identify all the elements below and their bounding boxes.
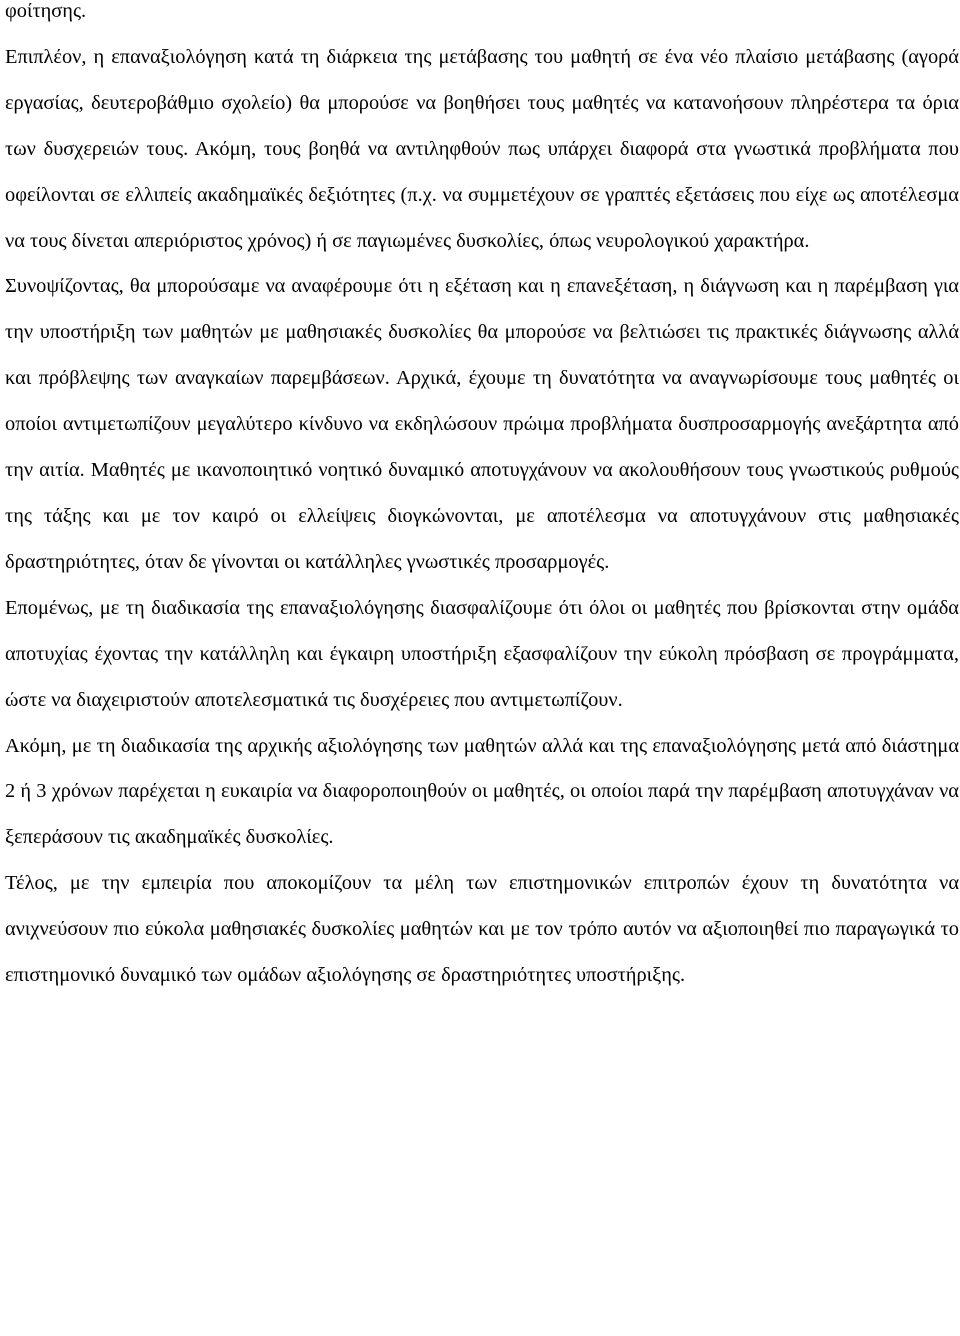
paragraph-consequently: Επομένως, με τη διαδικασία της επαναξιολόγησης διασφαλίζουμε ότι όλοι οι μαθητές που βρίσκονται στην ομάδα αποτυχίας έχοντας την κατάλληλη και έγκαιρη υποστήριξη εξασφαλίζουν την εύκολη πρόσβαση σε προγράμματα, ώστε να διαχειριστούν αποτελεσματικά τις δυσχέρειες που αντιμετωπίζουν. <box>5 596 959 711</box>
paragraph-fragment: φοίτησης. <box>5 0 87 22</box>
paragraph-initial-assessment: Ακόμη, με τη διαδικασία της αρχικής αξιολόγησης των μαθητών αλλά και της επαναξιολόγησης μετά από διάστημα 2 ή 3 χρόνων παρέχεται η ευκαιρία να διαφοροποιηθούν οι μαθητές, οι οποίοι παρά την παρέμβαση αποτυγχάναν να ξεπεράσουν τις ακαδημαϊκές δυσκολίες. <box>5 734 959 849</box>
document-page <box>5 0 959 999</box>
paragraph-summary: Συνοψίζοντας, θα μπορούσαμε να αναφέρουμε ότι η εξέταση και η επανεξέταση, η διάγνωση και η παρέμβαση για την υποστήριξη των μαθητών με μαθησιακές δυσκολίες θα μπορούσε να βελτιώσει τις πρακτικές διάγνωσης αλλά και πρόβλεψης των αναγκαίων παρεμβάσεων. Αρχικά, έχουμε τη δυνατότητα να αναγνωρίσουμε τους μαθητές οι οποίοι αντιμετωπίζουν μεγαλύτερο κίνδυνο να εκδηλώσουν πρώιμα προβλήματα δυσπροσαρμογής ανεξάρτητα από την αιτία. Μαθητές με ικανοποιητικό νοητικό δυναμικό αποτυγχάνουν να ακολουθήσουν τους γνωστικούς ρυθμούς της τάξης και με τον καιρό οι ελλείψεις διογκώνονται, με αποτέλεσμα να αποτυγχάνουν στις μαθησιακές δραστηριότητες, όταν δε γίνονται οι κατάλληλες γνωστικές προσαρμογές. <box>5 275 959 573</box>
paragraph-conclusion: Τέλος, με την εμπειρία που αποκομίζουν τα μέλη των επιστημονικών επιτροπών έχουν τη δυνατότητα να ανιχνεύσουν πιο εύκολα μαθησιακές δυσκολίες μαθητών και με τον τρόπο αυτόν να αξιοποιηθεί πιο παραγωγικά το επιστημονικό δυναμικό των ομάδων αξιολόγησης σε δραστηριότητες υποστήριξης. <box>5 872 959 987</box>
paragraph-reassessment-transition: Επιπλέον, η επαναξιολόγηση κατά τη διάρκεια της μετάβασης του μαθητή σε ένα νέο πλαίσιο μετάβασης (αγορά εργασίας, δευτεροβάθμιο σχολείο) θα μπορούσε να βοηθήσει τους μαθητές να κατανοήσουν πληρέστερα τα όρια των δυσχερειών τους. Ακόμη, τους βοηθά να αντιληφθούν πως υπάρχει διαφορά στα γνωστικά προβλήματα που οφείλονται σε ελλιπείς ακαδημαϊκές δεξιότητες (π.χ. να συμμετέχουν σε γραπτές εξετάσεις που είχε ως αποτέλεσμα να τους δίνεται απεριόριστος χρόνος) ή σε παγιωμένες δυσκολίες, όπως νευρολογικού χαρακτήρα. <box>5 45 959 252</box>
